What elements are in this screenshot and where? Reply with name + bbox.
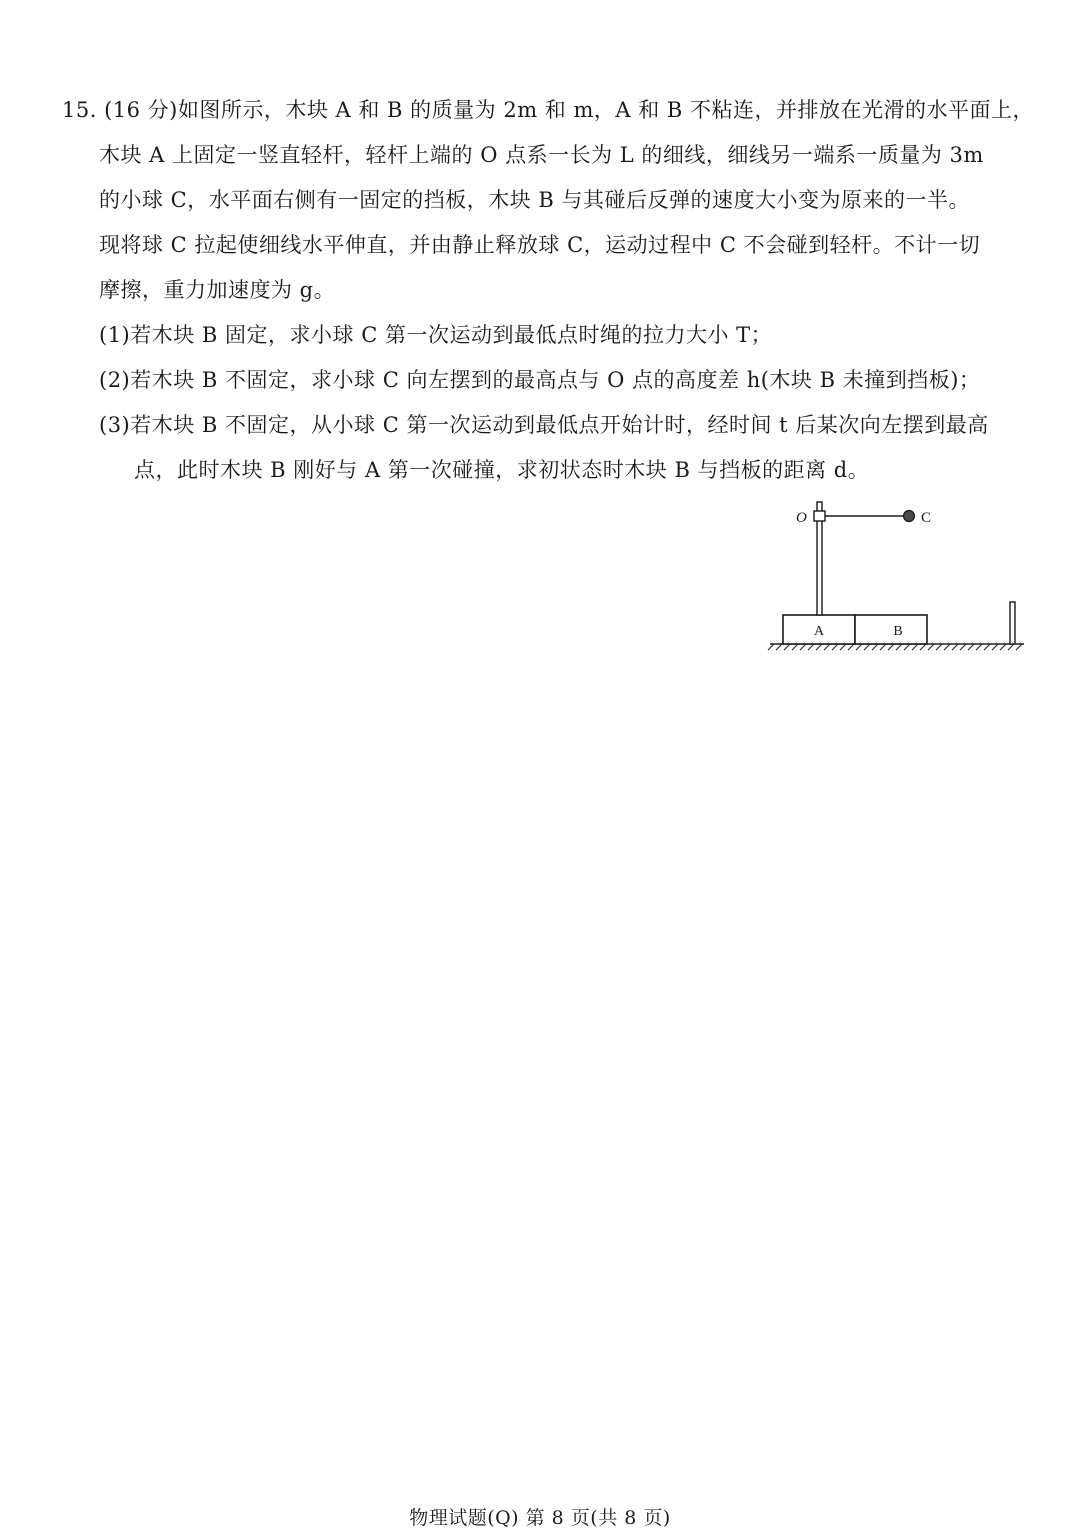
pivot-o-label: O — [796, 510, 807, 526]
sub-question-1: (1)若木块 B 固定，求小球 C 第一次运动到最低点时绳的拉力大小 T； — [99, 323, 773, 347]
block-b-label: B — [893, 624, 903, 639]
physics-diagram — [762, 492, 1032, 662]
ball-c — [904, 511, 915, 522]
question-stem-line-2: 木块 A 上固定一竖直轻杆，轻杆上端的 O 点系一长为 L 的细线，细线另一端系一质量为 3m — [99, 143, 984, 167]
question-stem-line-1: 15. (16 分)如图所示，木块 A 和 B 的质量为 2m 和 m，A 和 B 不粘连，并排放在光滑的水平面上， — [62, 98, 1034, 122]
question-stem-line-4: 现将球 C 拉起使细线水平伸直，并由静止释放球 C，运动过程中 C 不会碰到轻杆。不计一切 — [99, 233, 981, 257]
question-stem-line-3: 的小球 C，水平面右侧有一固定的挡板，木块 B 与其碰后反弹的速度大小变为原来的一半。 — [99, 188, 971, 212]
ball-c-label: C — [921, 510, 932, 526]
block-b — [855, 615, 927, 644]
sub-question-3-line-1: (3)若木块 B 不固定，从小球 C 第一次运动到最低点开始计时，经时间 t 后某次向左摆到最高 — [99, 413, 989, 437]
ground-hatching — [768, 644, 1022, 650]
question-15 — [62, 88, 1032, 493]
question-stem-line-5: 摩擦，重力加速度为 g。 — [99, 278, 336, 302]
block-a-label: A — [813, 624, 825, 639]
sub-question-3-line-2: 点，此时木块 B 刚好与 A 第一次碰撞，求初状态时木块 B 与挡板的距离 d。 — [134, 458, 870, 482]
pivot-o — [814, 511, 825, 521]
baffle-wall — [1010, 602, 1015, 644]
sub-question-2: (2)若木块 B 不固定，求小球 C 向左摆到的最高点与 O 点的高度差 h(木块 B 未撞到挡板)； — [99, 368, 981, 392]
page-footer: 物理试题(Q) 第 8 页(共 8 页) — [409, 1507, 671, 1529]
